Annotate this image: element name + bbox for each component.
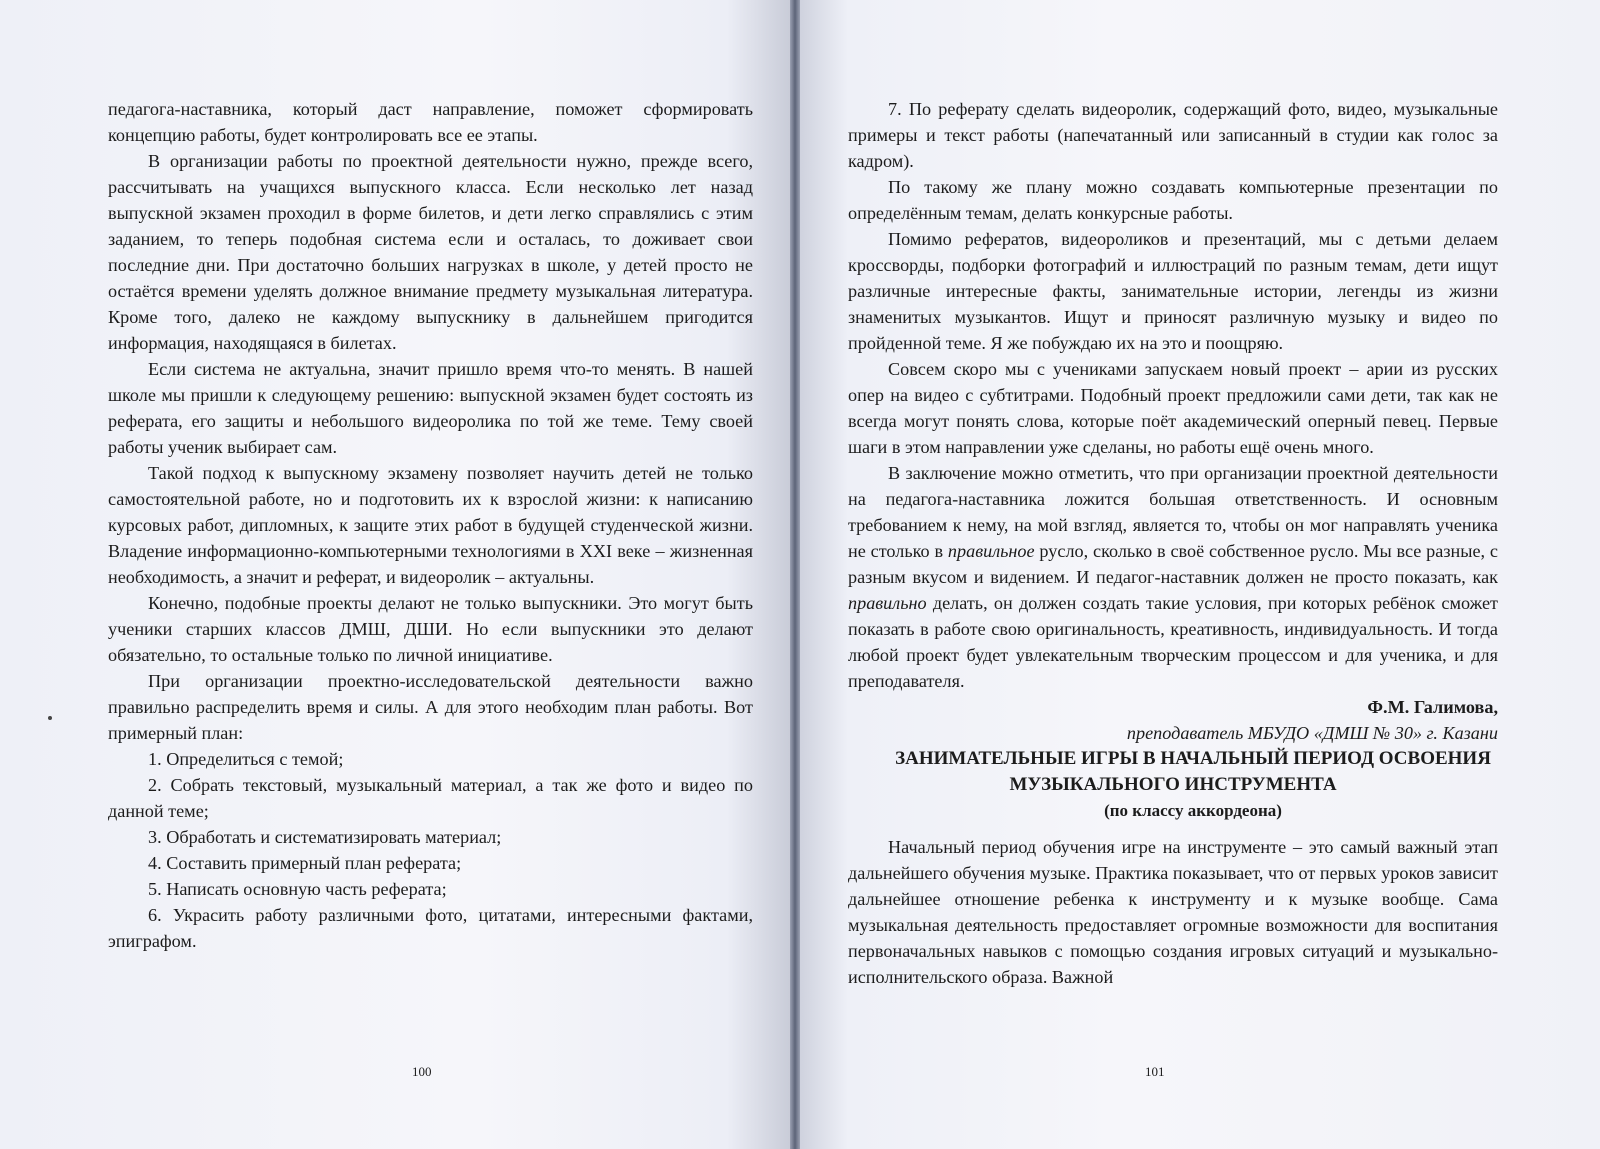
left-page-number: 100 [412,1064,432,1079]
left-paragraph-5: Конечно, подобные проекты делают не только выпускники. Это могут быть ученики старших классов ДМШ, ДШИ. Но если выпускники это делают обязательно, то остальные только по личной инициативе. [108,593,753,665]
left-paragraph-4: Такой подход к выпускному экзамену позволяет научить детей не только самостоятельной работе, но и подготовить их к взрослой жизни: к написанию курсовых работ, дипломных, к защите этих работ в будущей студенческой жизни. Владение информационно-компьютерными технологиями в XXI веке – жизненная необходимость, а значит и реферат, и видеоролик – актуальны. [108,463,753,587]
conclusion-part-3: делать, он должен создать такие условия, при которых ребёнок сможет показать в работе свою оригинальность, креативность, индивидуальность. И тогда любой проект будет увлекательным творческим процессом и для ученика, и для преподавателя. [848,593,1498,691]
left-paragraph-6: При организации проектно-исследовательской деятельности важно правильно распределить время и силы. А для этого необходим план работы. Вот примерный план: [108,671,753,743]
article-paragraph: Начальный период обучения игре на инструменте – это самый важный этап дальнейшего обучения музыке. Практика показывает, что от первых уроков зависит дальнейшее отношение ребенка к инструменту и к музыке вообще. Сама музыкальная деятельность предоставляет огромные возможности для воспитания первоначальных навыков с помощью создания игровых ситуаций и музыкально-исполнительского образа. Важной [848,837,1498,987]
article-subtitle: (по классу аккордеона) [1104,801,1282,820]
plan-item-3: 3. Обработать и систематизировать материал; [148,827,502,847]
article-title: ЗАНИМАТЕЛЬНЫЕ ИГРЫ В НАЧАЛЬНЫЙ ПЕРИОД ОСВОЕНИЯ МУЗЫКАЛЬНОГО ИНСТРУМЕНТА [895,748,1491,795]
author-position: преподаватель МБУДО «ДМШ № 30» г. Казани [1126,723,1498,743]
plan-item-5: 5. Написать основную часть реферата; [148,879,447,899]
conclusion-paragraph [848,460,1498,694]
conclusion-italic-2: правильно [848,593,927,613]
plan-item-6: 6. Украсить работу различными фото, цитатами, интересными фактами, эпиграфом. [108,905,753,951]
conclusion-part-1: В заключение можно отметить, что при организации проектной деятельности на педагога-наставника ложится большая ответственность. И основным требованием к нему, на мой взгляд, является то, чтобы он мог направлять ученика не столько в [848,463,1498,561]
left-page [0,0,790,1149]
left-paragraph-2: В организации работы по проектной деятельности нужно, прежде всего, рассчитывать на учащихся выпускного класса. Если несколько лет назад выпускной экзамен проходил в форме билетов, и дети легко справлялись с этим заданием, то теперь подобная система если и осталась, то доживает свои последние дни. При достаточно больших нагрузках в школе, у детей просто не остаётся времени уделять должное внимание предмету музыкальная литература. Кроме того, далеко не каждому выпускнику в дальнейшем пригодится информация, находящаяся в билетах. [108,151,753,353]
right-page [800,0,1600,1149]
left-page-text [108,96,753,954]
author-name: Ф.М. Галимова, [1367,697,1498,717]
right-page-text [848,96,1498,990]
right-paragraph-2: По такому же плану можно создавать компьютерные презентации по определённым темам, делать конкурсные работы. [848,177,1498,223]
plan-item-2: 2. Собрать текстовый, музыкальный материал, а так же фото и видео по данной теме; [108,775,753,821]
right-page-number: 101 [1145,1064,1165,1079]
conclusion-part-2: русло, сколько в своё собственное русло. Мы все разные, с разным вкусом и видением. И педагог-наставник должен не просто показать, как [848,541,1499,587]
left-paragraph-3: Если система не актуальна, значит пришло время что-то менять. В нашей школе мы пришли к следующему решению: выпускной экзамен будет состоять из реферата, его защиты и небольшого видеоролика по той же теме. Тему своей работы ученик выбирает сам. [108,359,753,457]
right-paragraph-1: 7. По реферату сделать видеоролик, содержащий фото, видео, музыкальные примеры и текст работы (напечатанный или записанный в студии как голос за кадром). [848,99,1498,171]
plan-item-4: 4. Составить примерный план реферата; [148,853,462,873]
ink-speck [48,716,52,720]
right-paragraph-4: Совсем скоро мы с учениками запускаем новый проект – арии из русских опер на видео с субтитрами. Подобный проект предложили сами дети, так как не всегда могут понять слова, которые поёт академический оперный певец. Первые шаги в этом направлении уже сделаны, но работы ещё очень много. [848,359,1498,457]
right-paragraph-3: Помимо рефератов, видеороликов и презентаций, мы с детьми делаем кроссворды, подборки фотографий и иллюстраций по разным темам, дети ищут различные интересные факты, занимательные истории, легенды из жизни знаменитых музыкантов. Ищут и приносят различную музыку и видео по пройденной теме. Я же побуждаю их на это и поощряю. [848,229,1498,353]
plan-item-1: 1. Определиться с темой; [148,749,344,769]
book-spine [790,0,800,1149]
left-paragraph-1: педагога-наставника, который даст направление, поможет сформировать концепцию работы, будет контролировать все ее этапы. [108,99,753,145]
conclusion-italic-1: правильное [947,541,1035,561]
